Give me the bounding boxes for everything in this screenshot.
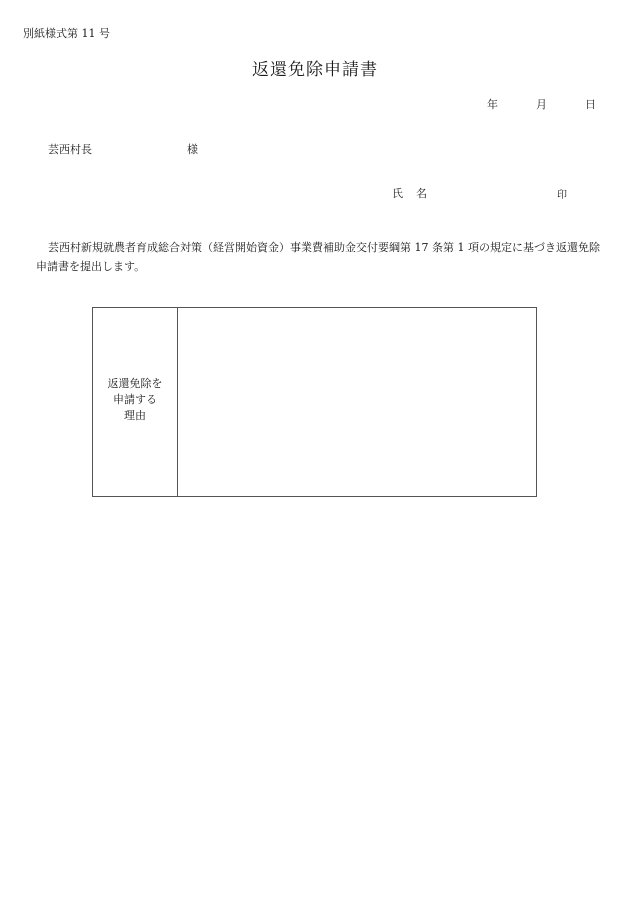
addressee-honorific: 様 [187, 143, 198, 156]
reason-label-line-3: 理由 [124, 409, 146, 422]
reason-label-cell [93, 308, 178, 496]
document-title: 返還免除申請書 [252, 60, 378, 80]
date-day-label: 日 [585, 98, 596, 111]
seal-mark: 印 [557, 190, 567, 201]
reason-value-cell[interactable] [178, 308, 536, 496]
addressee-name: 芸西村長 [48, 143, 92, 156]
applicant-name-label: 氏 名 [392, 187, 428, 200]
date-month-label: 月 [536, 98, 547, 111]
date-year-label: 年 [487, 98, 498, 111]
body-text: 芸西村新規就農者育成総合対策（経営開始資金）事業費補助金交付要綱第 17 条第 1 項の規定に基づき返還免除申請書を提出します。 [36, 241, 600, 273]
reason-label-line-1: 返還免除を [107, 377, 163, 390]
reason-label-line-2: 申請する [113, 393, 157, 406]
form-number: 別紙様式第 11 号 [23, 27, 110, 40]
reason-table [92, 307, 537, 497]
